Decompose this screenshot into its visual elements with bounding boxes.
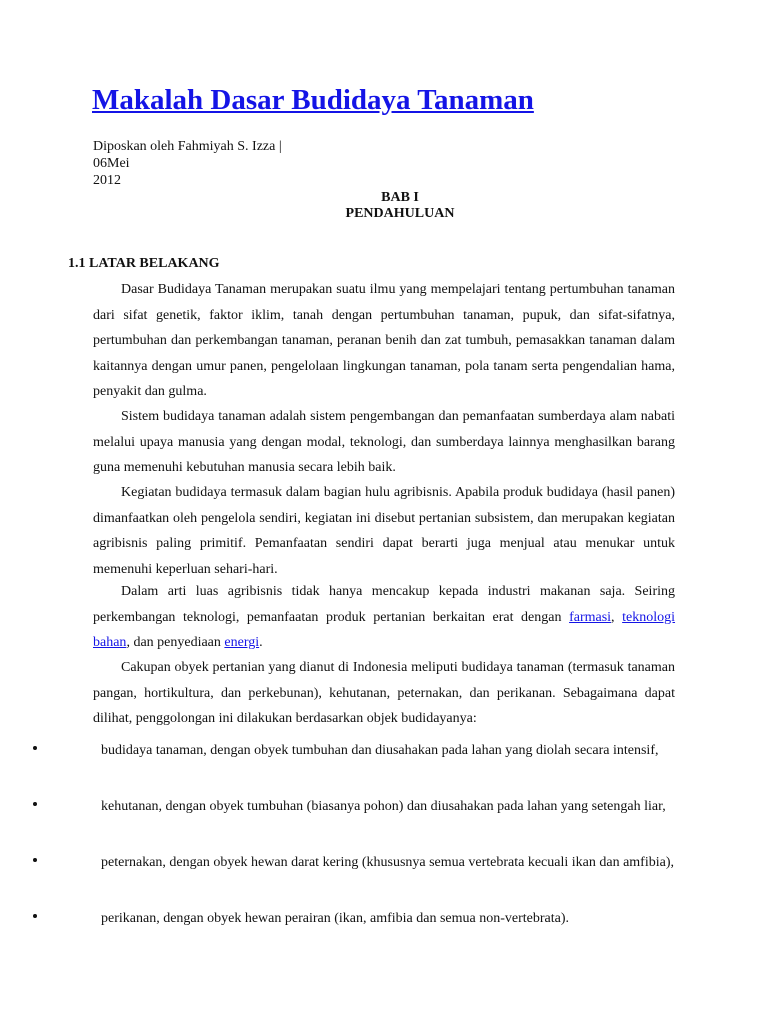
paragraph-5: Cakupan obyek pertanian yang dianut di Indonesia meliputi budidaya tanaman (termasuk tanaman pangan, hortikultura, dan perkebunan), kehutanan, peternakan, dan perikanan. Sebagaimana dapat dilihat, penggolongan ini dilakukan berdasarkan objek budidayanya:	[93, 660, 675, 726]
paragraph-4-text-before: Dalam arti luas agribisnis tidak hanya mencakup kepada industri makanan saja. Seiring perkembangan teknologi, pemanfaatan produk pertanian berkaitan erat dengan	[93, 584, 675, 625]
link-energi[interactable]: energi	[224, 635, 260, 650]
bullet-icon	[33, 914, 37, 918]
page-title-link[interactable]: Makalah Dasar Budidaya Tanaman	[92, 84, 534, 116]
bullet-icon	[33, 858, 37, 862]
paragraph-4-separator: ,	[611, 609, 623, 625]
paragraph-4	[93, 579, 675, 656]
paragraph-1: Dasar Budidaya Tanaman merupakan suatu ilmu yang mempelajari tentang pertumbuhan tanaman dari sifat genetik, faktor iklim, tanah dengan pertumbuhan tanaman, pupuk, dan sifat-sifatnya, pertumbuhan dan perkembangan tanaman, peranan benih dan zat tumbuh, pemasakkan tanaman dalam kaitannya dengan umur panen, pengelolaan lingkungan tanaman, pola tanam serta pengendalian hama, penyakit dan gulma.	[93, 282, 675, 399]
link-teknologi-bahan[interactable]: teknologi bahan	[93, 609, 676, 650]
list-item-text: kehutanan, dengan obyek tumbuhan (biasanya pohon) dan diusahakan pada lahan yang setengah liar,	[101, 799, 666, 814]
paragraph-3: Kegiatan budidaya termasuk dalam bagian hulu agribisnis. Apabila produk budidaya (hasil panen) dimanfaatkan oleh pengelola sendiri, kegiatan ini disebut pertanian subsistem, dan merupakan kegiatan agribisnis paling primitif. Pemanfaatan sendiri dapat berarti juga menjual atau menukar untuk memenuhi keperluan sehari-hari.	[93, 485, 675, 577]
link-farmasi[interactable]: farmasi	[569, 609, 612, 625]
post-date-day-month: 06Mei	[93, 156, 130, 171]
posted-by-text: Diposkan oleh Fahmiyah S. Izza |	[93, 139, 282, 154]
bullet-icon	[33, 802, 37, 806]
chapter-name: PENDAHULUAN	[345, 206, 455, 221]
post-meta	[93, 138, 282, 189]
chapter-number: BAB I	[381, 190, 419, 205]
list-item-text: budidaya tanaman, dengan obyek tumbuhan dan diusahakan pada lahan yang diolah secara intensif,	[101, 743, 659, 758]
paragraph-4-text-middle: , dan penyediaan	[126, 635, 225, 650]
paragraph-2: Sistem budidaya tanaman adalah sistem pengembangan dan pemanfaatan sumberdaya alam nabati melalui upaya manusia yang dengan modal, teknologi, dan sumberdaya lainnya menghasilkan barang guna memenuhi kebutuhan manusia secara lebih baik.	[93, 409, 675, 475]
paragraph-4-text-end: .	[259, 635, 263, 650]
list-item-text: peternakan, dengan obyek hewan darat kering (khususnya semua vertebrata kecuali ikan dan amfibia),	[101, 855, 674, 870]
bullet-icon	[33, 746, 37, 750]
post-date-year: 2012	[93, 173, 121, 188]
list-item-text: perikanan, dengan obyek hewan perairan (ikan, amfibia dan semua non-vertebrata).	[101, 911, 570, 926]
section-heading: 1.1 LATAR BELAKANG	[68, 256, 220, 271]
